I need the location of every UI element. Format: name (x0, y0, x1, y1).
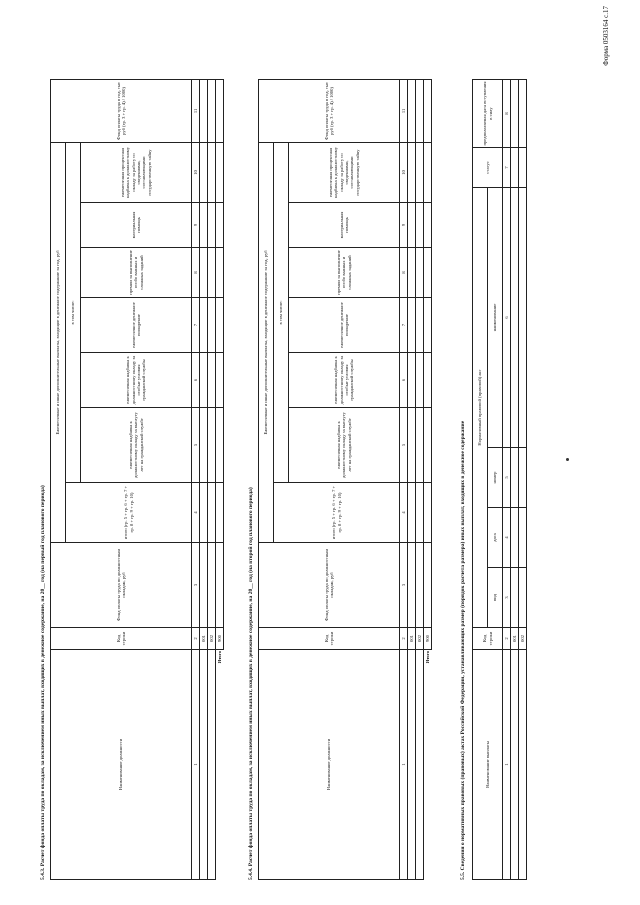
col-num: 9 (192, 203, 200, 248)
table-row (519, 80, 527, 880)
header-fund: Фонд оплаты труда по должностным окладам, руб (259, 543, 400, 628)
cell[interactable] (519, 568, 527, 628)
cell[interactable] (208, 353, 216, 408)
cell[interactable] (408, 353, 416, 408)
cell[interactable] (424, 353, 432, 408)
cell[interactable] (208, 408, 216, 483)
itogo-code: 900 (216, 628, 224, 650)
cell[interactable] (408, 79, 416, 142)
col-num: 4 (503, 508, 511, 568)
header-name: Наименование должности (259, 650, 400, 880)
col-num: 5 (400, 408, 408, 483)
cell[interactable] (424, 142, 432, 202)
header-col-9: материальная помощь (81, 203, 192, 248)
col-num: 2 (192, 628, 200, 650)
cell[interactable] (511, 148, 519, 188)
cell[interactable] (216, 483, 224, 543)
code-cell: 001 (408, 628, 416, 650)
cell[interactable] (519, 448, 527, 508)
section-3-title: 5.5. Сведения о нормативных правовых (правовых) актах Российской Федерации, устанавливающих размер (порядок расчета размера) иных выплат, входящих в денежное содержание (460, 420, 466, 880)
header-col-5: ежемесячная надбавка к должностному окладу за выслугу лет на гражданской службе (81, 408, 192, 483)
cell[interactable] (216, 298, 224, 353)
cell[interactable] (216, 248, 224, 298)
col-num: 1 (400, 650, 408, 880)
col-num: 11 (400, 79, 408, 142)
cell[interactable] (424, 203, 432, 248)
header-status: статус (473, 148, 503, 188)
cell[interactable] (408, 142, 416, 202)
col-num: 8 (192, 248, 200, 298)
form-id: Форма 0503164 с.17 (602, 6, 610, 66)
table-section-2 (258, 79, 432, 880)
header-date: дата (488, 508, 503, 568)
section-1-title: 5.4.3. Расчет фонда оплаты труда по окладам, за исключением иных выплат, входящих в денежное содержание, на 20__ год (на первый год планового периода) (40, 485, 46, 880)
cell[interactable] (216, 203, 224, 248)
header-title: наименование (488, 188, 503, 448)
header-type: вид (488, 568, 503, 628)
cell[interactable] (216, 142, 224, 202)
cell[interactable] (208, 650, 216, 880)
cell[interactable] (511, 650, 519, 880)
header-name: Наименование должности (51, 650, 192, 880)
col-num: 4 (400, 483, 408, 543)
code-cell: 002 (416, 628, 424, 650)
header-subgroup: в том числе: (66, 142, 81, 482)
cell[interactable] (200, 142, 208, 202)
header-code: Код строки (259, 628, 400, 650)
cell[interactable] (424, 408, 432, 483)
cell[interactable] (408, 203, 416, 248)
itogo-row (216, 79, 224, 879)
header-col-10: ежемесячная процентная надбавка к должностному окладу за работу со сведениями, составляющими государственную тайну (81, 142, 192, 202)
table-row (511, 80, 519, 880)
cell[interactable] (519, 188, 527, 448)
table-row (200, 79, 208, 879)
header-code: Код строки (51, 628, 192, 650)
col-num: 1 (192, 650, 200, 880)
col-num: 2 (503, 628, 511, 650)
header-act: Нормативный правовой (правовой) акт (473, 188, 488, 628)
cell[interactable] (208, 79, 216, 142)
header-col-9: материальная помощь (289, 203, 400, 248)
cell[interactable] (416, 142, 424, 202)
cell[interactable] (216, 408, 224, 483)
header-col-5: ежемесячная надбавка к должностному окладу за выслугу лет на гражданской службе (289, 408, 400, 483)
col-num: 11 (192, 79, 200, 142)
itogo-row (424, 79, 432, 879)
cell[interactable] (200, 543, 208, 628)
cell[interactable] (208, 483, 216, 543)
col-num: 3 (503, 568, 511, 628)
cell[interactable] (200, 483, 208, 543)
header-subgroup: в том числе: (274, 142, 289, 482)
cell[interactable] (208, 142, 216, 202)
cell[interactable] (416, 79, 424, 142)
itogo-code: 900 (424, 628, 432, 650)
col-num: 3 (192, 543, 200, 628)
header-total: итого (гр. 5 + гр. 6 + гр. 7 + гр. 8 + гр. 9 + гр. 10) (274, 483, 400, 543)
header-code: Код строки (473, 628, 503, 650)
section-2-title: 5.4.4. Расчет фонда оплаты труда по окладам, за исключением иных выплат, входящих в денежное содержание, на 20__ год (на второй год планового периода) (248, 487, 254, 880)
cell[interactable] (519, 508, 527, 568)
cell[interactable] (216, 543, 224, 628)
cell[interactable] (416, 483, 424, 543)
cell[interactable] (424, 248, 432, 298)
cell[interactable] (216, 353, 224, 408)
header-col-6: ежемесячная надбавка к должностному окладу за особые условия гражданской службы (81, 353, 192, 408)
table-row (416, 79, 424, 879)
cell[interactable] (511, 508, 519, 568)
col-num: 7 (503, 148, 511, 188)
header-col-11: Фонд оплаты труда в год, тыс руб (гр. 3 + гр. 4) / 1000) (51, 79, 192, 142)
col-num: 5 (192, 408, 200, 483)
header-col-11: Фонд оплаты труда в год, тыс руб (гр. 3 + гр. 4) / 1000) (259, 79, 400, 142)
cell[interactable] (416, 298, 424, 353)
cell[interactable] (408, 543, 416, 628)
col-num: 8 (400, 248, 408, 298)
col-num: 9 (400, 203, 408, 248)
cell[interactable] (408, 483, 416, 543)
cell[interactable] (216, 79, 224, 142)
header-col-8: премии за выполнение особо важных и сложных заданий (289, 248, 400, 298)
cell[interactable] (424, 79, 432, 142)
code-cell: 001 (511, 628, 519, 650)
cell[interactable] (408, 408, 416, 483)
col-num: 8 (503, 80, 511, 148)
rotated-content (40, 20, 600, 880)
cell[interactable] (208, 543, 216, 628)
cell[interactable] (519, 80, 527, 148)
col-num: 6 (400, 353, 408, 408)
cell[interactable] (416, 353, 424, 408)
header-col-10: ежемесячная процентная надбавка к должностному окладу за работу со сведениями, составляющими государственную тайну (289, 142, 400, 202)
cell[interactable] (416, 248, 424, 298)
table-section-3 (472, 79, 527, 880)
cell[interactable] (511, 448, 519, 508)
cell[interactable] (416, 408, 424, 483)
col-num: 1 (503, 650, 511, 880)
header-number: номер (488, 448, 503, 508)
code-cell: 001 (200, 628, 208, 650)
code-cell: 002 (208, 628, 216, 650)
code-cell: 002 (519, 628, 527, 650)
cell[interactable] (200, 79, 208, 142)
cell[interactable] (408, 248, 416, 298)
header-name: Наименование выплаты (473, 650, 503, 880)
header-col-8: премии за выполнение особо важных и сложных заданий (81, 248, 192, 298)
cell[interactable] (519, 650, 527, 880)
cell[interactable] (408, 298, 416, 353)
col-num: 3 (400, 543, 408, 628)
cell[interactable] (511, 188, 519, 448)
header-col-6: ежемесячная надбавка к должностному окладу за особые условия гражданской службы (289, 353, 400, 408)
cell[interactable] (200, 408, 208, 483)
cell[interactable] (416, 650, 424, 880)
cell[interactable] (416, 543, 424, 628)
cell[interactable] (511, 80, 519, 148)
cell[interactable] (511, 568, 519, 628)
col-num: 7 (400, 298, 408, 353)
table-row (208, 79, 216, 879)
cell[interactable] (208, 298, 216, 353)
cell[interactable] (519, 148, 527, 188)
cell[interactable] (424, 483, 432, 543)
table-row (408, 79, 416, 879)
cell[interactable] (200, 650, 208, 880)
col-num: 7 (192, 298, 200, 353)
cell[interactable] (208, 203, 216, 248)
table-section-1 (50, 79, 224, 880)
cell[interactable] (200, 203, 208, 248)
col-num: 5 (503, 448, 511, 508)
header-date-out: предполагаемая дата вступления в силу (473, 80, 503, 148)
col-num: 2 (400, 628, 408, 650)
itogo-label: Итого (216, 650, 224, 880)
col-num: 6 (192, 353, 200, 408)
cell[interactable] (200, 248, 208, 298)
cell[interactable] (424, 543, 432, 628)
col-num: 10 (192, 142, 200, 202)
header-group: Ежемесячные и иные дополнительные выплаты, входящие в денежное содержание за год, руб (259, 142, 274, 542)
col-num: 6 (503, 188, 511, 448)
col-num: 10 (400, 142, 408, 202)
header-group: Ежемесячные и иные дополнительные выплаты, входящие в денежное содержание за год, руб (51, 142, 66, 542)
itogo-label: Итого (424, 650, 432, 880)
cell[interactable] (416, 203, 424, 248)
cell[interactable] (200, 298, 208, 353)
col-num: 4 (192, 483, 200, 543)
header-col-7: ежемесячное денежное поощрение (289, 298, 400, 353)
cell[interactable] (424, 298, 432, 353)
cell[interactable] (408, 650, 416, 880)
header-total: итого (гр. 5 + гр. 6 + гр. 7 + гр. 8 + гр. 9 + гр. 10) (66, 483, 192, 543)
header-fund: Фонд оплаты труда по должностным окладам, руб (51, 543, 192, 628)
cell[interactable] (200, 353, 208, 408)
header-col-7: ежемесячное денежное поощрение (81, 298, 192, 353)
cell[interactable] (208, 248, 216, 298)
